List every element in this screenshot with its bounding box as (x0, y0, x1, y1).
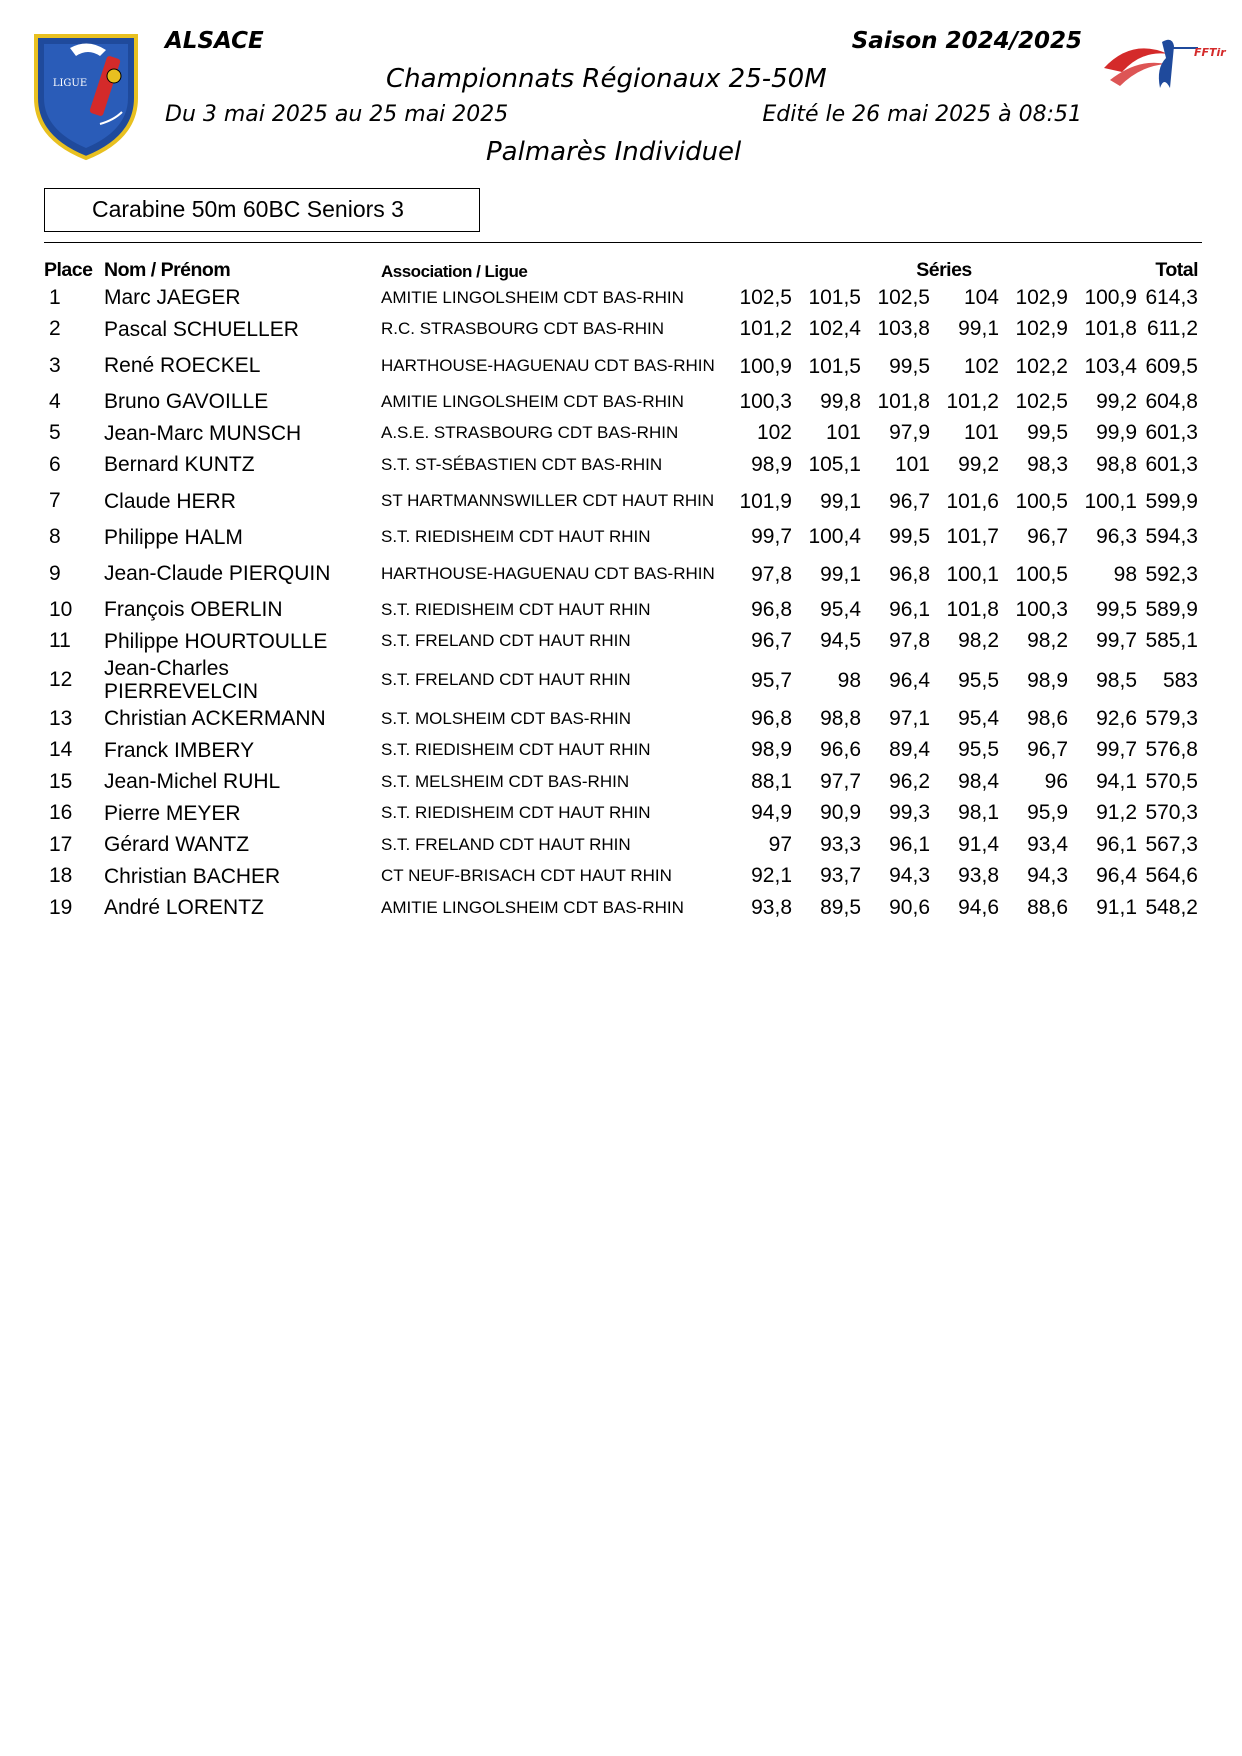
place-cell: 13 (49, 706, 73, 730)
series-score-cell: 102,5 (739, 285, 792, 309)
total-score-cell: 589,9 (1145, 597, 1198, 621)
series-score-cell: 93,3 (820, 832, 861, 856)
association-cell: HARTHOUSE-HAGUENAU CDT BAS-RHIN (381, 355, 715, 375)
table-row (44, 829, 1202, 861)
total-score-cell: 594,3 (1145, 525, 1198, 549)
series-score-cell: 103,8 (877, 317, 930, 341)
series-score-cell: 98,6 (1027, 706, 1068, 730)
series-score-cell: 99,9 (1096, 421, 1137, 445)
series-score-cell: 101,9 (739, 490, 792, 513)
series-score-cell: 99,5 (1096, 597, 1137, 621)
place-cell: 5 (49, 421, 61, 445)
series-score-cell: 99,1 (958, 317, 999, 341)
total-score-cell: 604,8 (1145, 389, 1198, 413)
series-score-cell: 100,5 (1015, 562, 1068, 586)
series-score-cell: 95,5 (958, 738, 999, 762)
table-row (44, 314, 1202, 346)
place-cell: 8 (49, 525, 61, 549)
table-row (44, 481, 1202, 522)
series-score-cell: 94,1 (1096, 769, 1137, 793)
series-score-cell: 101,8 (946, 597, 999, 621)
total-score-cell: 579,3 (1145, 706, 1198, 730)
place-cell: 12 (49, 668, 73, 691)
series-score-cell: 102,2 (1015, 354, 1068, 378)
table-header-row (44, 256, 1202, 282)
place-cell: 16 (49, 801, 73, 825)
series-score-cell: 99,5 (889, 354, 930, 378)
name-header: Nom / Prénom (104, 259, 231, 281)
ligue-tir-alsace-logo (30, 28, 142, 160)
series-score-cell: 88,6 (1027, 895, 1068, 919)
logo-left-text: LIGUE (52, 78, 88, 89)
total-score-cell: 599,9 (1145, 490, 1198, 513)
shooter-name-cell: François OBERLIN (104, 598, 283, 622)
shooter-name-cell: Gérard WANTZ (104, 833, 250, 857)
shooter-name-cell: Christian ACKERMANN (104, 707, 326, 731)
series-score-cell: 93,8 (958, 864, 999, 888)
series-score-cell: 99,7 (1096, 738, 1137, 762)
series-score-cell: 98,9 (751, 452, 792, 476)
series-score-cell: 92,1 (751, 864, 792, 888)
association-cell: AMITIE LINGOLSHEIM CDT BAS-RHIN (381, 391, 684, 411)
series-score-cell: 96,7 (889, 490, 930, 513)
shooter-name-cell: Bruno GAVOILLE (104, 390, 269, 414)
series-score-cell: 102,9 (1015, 285, 1068, 309)
series-score-cell: 102 (756, 421, 792, 445)
series-score-cell: 104 (963, 285, 999, 309)
series-score-cell: 102,4 (808, 317, 861, 341)
place-cell: 18 (49, 864, 73, 888)
total-score-cell: 583 (1162, 669, 1198, 692)
region-label: ALSACE (165, 28, 264, 54)
shooter-name-cell: Bernard KUNTZ (104, 453, 255, 477)
series-score-cell: 97,8 (889, 629, 930, 653)
shooter-name-cell: Jean-Michel RUHL (104, 770, 281, 794)
series-score-cell: 101,8 (877, 389, 930, 413)
shooter-name-cell: Christian BACHER (104, 864, 281, 888)
series-score-cell: 96,6 (820, 738, 861, 762)
series-score-cell: 100,1 (1084, 490, 1137, 513)
series-score-cell: 91,2 (1096, 801, 1137, 825)
place-cell: 7 (49, 489, 61, 512)
series-score-cell: 101,5 (808, 354, 861, 378)
series-score-cell: 101,2 (739, 317, 792, 341)
table-row (44, 766, 1202, 798)
series-score-cell: 98 (837, 669, 861, 692)
association-cell: A.S.E. STRASBOURG CDT BAS-RHIN (381, 423, 679, 443)
fftir-logo (1102, 28, 1226, 100)
series-score-cell: 99,1 (820, 562, 861, 586)
association-cell: S.T. FRELAND CDT HAUT RHIN (381, 834, 631, 854)
shooter-name-cell: Claude HERR (104, 489, 236, 513)
series-score-cell: 95,4 (820, 597, 861, 621)
place-cell: 9 (49, 561, 61, 585)
series-score-cell: 100,1 (946, 562, 999, 586)
association-cell: S.T. RIEDISHEIM CDT HAUT RHIN (381, 740, 651, 760)
series-score-cell: 101,6 (946, 490, 999, 513)
place-cell: 11 (49, 629, 71, 653)
series-score-cell: 96,8 (889, 562, 930, 586)
series-score-cell: 97,8 (751, 562, 792, 586)
series-score-cell: 96,4 (1096, 864, 1137, 888)
series-score-cell: 100,3 (739, 389, 792, 413)
series-score-cell: 98,5 (1096, 669, 1137, 692)
series-score-cell: 96,3 (1096, 525, 1137, 549)
total-score-cell: 585,1 (1145, 629, 1198, 653)
series-score-cell: 96,8 (751, 597, 792, 621)
total-score-cell: 614,3 (1145, 285, 1198, 309)
total-header: Total (1155, 259, 1198, 281)
series-score-cell: 99,5 (1027, 421, 1068, 445)
series-score-cell: 98,3 (1027, 452, 1068, 476)
association-cell: AMITIE LINGOLSHEIM CDT BAS-RHIN (381, 897, 684, 917)
series-score-cell: 95,9 (1027, 801, 1068, 825)
series-score-cell: 98,9 (1027, 669, 1068, 692)
series-score-cell: 93,4 (1027, 832, 1068, 856)
table-row (44, 626, 1202, 658)
place-cell: 14 (49, 738, 73, 762)
series-score-cell: 97 (768, 832, 792, 856)
series-score-cell: 96,7 (1027, 738, 1068, 762)
shooter-name-cell: Franck IMBERY (104, 738, 255, 762)
association-cell: S.T. RIEDISHEIM CDT HAUT RHIN (381, 803, 651, 823)
place-cell: 17 (49, 832, 73, 856)
shooter-name-cell: Pierre MEYER (104, 801, 241, 825)
place-cell: 15 (49, 769, 73, 793)
series-score-cell: 98,8 (1096, 452, 1137, 476)
category-title: Carabine 50m 60BC Seniors 3 (44, 188, 480, 232)
series-score-cell: 100,3 (1015, 597, 1068, 621)
series-score-cell: 96,1 (889, 597, 930, 621)
series-score-cell: 102 (963, 354, 999, 378)
series-score-cell: 99,8 (820, 389, 861, 413)
series-score-cell: 89,5 (820, 895, 861, 919)
series-score-cell: 101,7 (946, 525, 999, 549)
place-cell: 4 (49, 389, 61, 413)
place-cell: 1 (49, 285, 61, 309)
results-table (44, 256, 1202, 924)
series-score-cell: 94,9 (751, 801, 792, 825)
series-score-cell: 98,4 (958, 769, 999, 793)
series-score-cell: 99,5 (889, 525, 930, 549)
series-score-cell: 95,4 (958, 706, 999, 730)
series-header: Séries (916, 259, 972, 281)
series-score-cell: 90,9 (820, 801, 861, 825)
series-score-cell: 96,2 (889, 769, 930, 793)
series-score-cell: 102,9 (1015, 317, 1068, 341)
shooter-name-cell: Philippe HOURTOULLE (104, 629, 328, 653)
logo-right-text: FFTir (1194, 46, 1226, 59)
series-score-cell: 100,4 (808, 525, 861, 549)
series-score-cell: 102,5 (877, 285, 930, 309)
series-score-cell: 98 (1113, 562, 1137, 586)
series-score-cell: 100,5 (1015, 490, 1068, 513)
series-score-cell: 96,7 (751, 629, 792, 653)
edit-date: Edité le 26 mai 2025 à 08:51 (762, 102, 1082, 127)
series-score-cell: 93,7 (820, 864, 861, 888)
event-title: Championnats Régionaux 25-50M (386, 64, 827, 94)
shooter-name-cell: Jean-Claude PIERQUIN (104, 562, 331, 585)
place-cell: 2 (49, 317, 61, 341)
table-row (44, 522, 1202, 554)
association-cell: S.T. RIEDISHEIM CDT HAUT RHIN (381, 599, 651, 619)
association-cell: S.T. FRELAND CDT HAUT RHIN (381, 631, 631, 651)
header-divider (44, 242, 1202, 243)
series-score-cell: 98,1 (958, 801, 999, 825)
series-score-cell: 101 (825, 421, 861, 445)
association-cell: S.T. MOLSHEIM CDT BAS-RHIN (381, 708, 631, 728)
total-score-cell: 592,3 (1145, 562, 1198, 586)
table-row (44, 345, 1202, 386)
total-score-cell: 567,3 (1145, 832, 1198, 856)
series-score-cell: 91,1 (1096, 895, 1137, 919)
series-score-cell: 94,5 (820, 629, 861, 653)
association-cell: AMITIE LINGOLSHEIM CDT BAS-RHIN (381, 287, 684, 307)
series-score-cell: 99,2 (958, 452, 999, 476)
series-score-cell: 96,7 (1027, 525, 1068, 549)
page-subtitle: Palmarès Individuel (486, 137, 742, 167)
series-score-cell: 95,7 (751, 669, 792, 692)
shooter-name-cell: Pascal SCHUELLER (104, 317, 299, 341)
series-score-cell: 99,3 (889, 801, 930, 825)
table-row (44, 282, 1202, 314)
series-score-cell: 98,8 (820, 706, 861, 730)
association-cell: S.T. FRELAND CDT HAUT RHIN (381, 670, 631, 689)
shooter-name-cell: André LORENTZ (104, 896, 264, 920)
total-score-cell: 601,3 (1145, 452, 1198, 476)
series-score-cell: 89,4 (889, 738, 930, 762)
total-score-cell: 601,3 (1145, 421, 1198, 445)
series-score-cell: 92,6 (1096, 706, 1137, 730)
season-label: Saison 2024/2025 (851, 28, 1082, 54)
series-score-cell: 93,8 (751, 895, 792, 919)
series-score-cell: 101,5 (808, 285, 861, 309)
table-row (44, 735, 1202, 767)
shooter-name-cell: Marc JAEGER (104, 286, 241, 310)
association-cell: CT NEUF-BRISACH CDT HAUT RHIN (381, 866, 672, 886)
place-cell: 10 (49, 597, 73, 621)
series-score-cell: 91,4 (958, 832, 999, 856)
series-score-cell: 101,8 (1084, 317, 1137, 341)
series-score-cell: 99,7 (1096, 629, 1137, 653)
association-cell: R.C. STRASBOURG CDT BAS-RHIN (381, 319, 665, 339)
place-cell: 3 (49, 353, 61, 377)
table-row (44, 594, 1202, 626)
series-score-cell: 99,7 (751, 525, 792, 549)
series-score-cell: 101 (894, 452, 930, 476)
total-score-cell: 548,2 (1145, 895, 1198, 919)
association-cell: S.T. MELSHEIM CDT BAS-RHIN (381, 771, 630, 791)
series-score-cell: 96,1 (889, 832, 930, 856)
shooter-name-cell: Jean-Charles PIERREVELCIN (104, 657, 259, 703)
place-header: Place (44, 259, 93, 281)
place-cell: 6 (49, 452, 61, 476)
series-score-cell: 100,9 (739, 354, 792, 378)
series-score-cell: 105,1 (808, 452, 861, 476)
series-score-cell: 97,1 (889, 706, 930, 730)
total-score-cell: 611,2 (1147, 317, 1198, 341)
association-header: Association / Ligue (381, 262, 528, 281)
series-score-cell: 103,4 (1084, 354, 1137, 378)
table-row (44, 703, 1202, 735)
series-score-cell: 98,2 (958, 629, 999, 653)
shooter-name-cell: Jean-Marc MUNSCH (104, 421, 302, 445)
association-cell: S.T. RIEDISHEIM CDT HAUT RHIN (381, 527, 651, 547)
series-score-cell: 99,2 (1096, 389, 1137, 413)
table-row (44, 861, 1202, 893)
total-score-cell: 570,5 (1145, 769, 1198, 793)
association-cell: S.T. ST-SÉBASTIEN CDT BAS-RHIN (381, 454, 663, 474)
table-row (44, 553, 1202, 594)
shooter-name-cell: Philippe HALM (104, 525, 243, 549)
series-score-cell: 102,5 (1015, 389, 1068, 413)
series-score-cell: 99,1 (820, 490, 861, 513)
table-row (44, 798, 1202, 830)
association-cell: ST HARTMANNSWILLER CDT HAUT RHIN (381, 491, 715, 510)
table-row (44, 418, 1202, 450)
association-cell: HARTHOUSE-HAGUENAU CDT BAS-RHIN (381, 563, 715, 583)
shooter-name-cell: René ROECKEL (104, 354, 261, 377)
series-score-cell: 94,6 (958, 895, 999, 919)
series-score-cell: 98,2 (1027, 629, 1068, 653)
total-score-cell: 609,5 (1145, 354, 1198, 378)
total-score-cell: 564,6 (1145, 864, 1198, 888)
series-score-cell: 101 (963, 421, 999, 445)
series-score-cell: 101,2 (946, 389, 999, 413)
series-score-cell: 97,9 (889, 421, 930, 445)
series-score-cell: 94,3 (889, 864, 930, 888)
date-range: Du 3 mai 2025 au 25 mai 2025 (165, 102, 509, 127)
series-score-cell: 96,8 (751, 706, 792, 730)
series-score-cell: 96,4 (889, 669, 930, 692)
table-row (44, 449, 1202, 481)
series-score-cell: 95,5 (958, 669, 999, 692)
series-score-cell: 94,3 (1027, 864, 1068, 888)
table-row (44, 386, 1202, 418)
place-cell: 19 (49, 895, 73, 919)
series-score-cell: 88,1 (751, 769, 792, 793)
total-score-cell: 576,8 (1145, 738, 1198, 762)
table-row (44, 657, 1202, 703)
series-score-cell: 97,7 (820, 769, 861, 793)
series-score-cell: 96,1 (1096, 832, 1137, 856)
series-score-cell: 96 (1044, 769, 1068, 793)
total-score-cell: 570,3 (1145, 801, 1198, 825)
table-row (44, 892, 1202, 924)
series-score-cell: 98,9 (751, 738, 792, 762)
series-score-cell: 100,9 (1084, 285, 1137, 309)
series-score-cell: 90,6 (889, 895, 930, 919)
